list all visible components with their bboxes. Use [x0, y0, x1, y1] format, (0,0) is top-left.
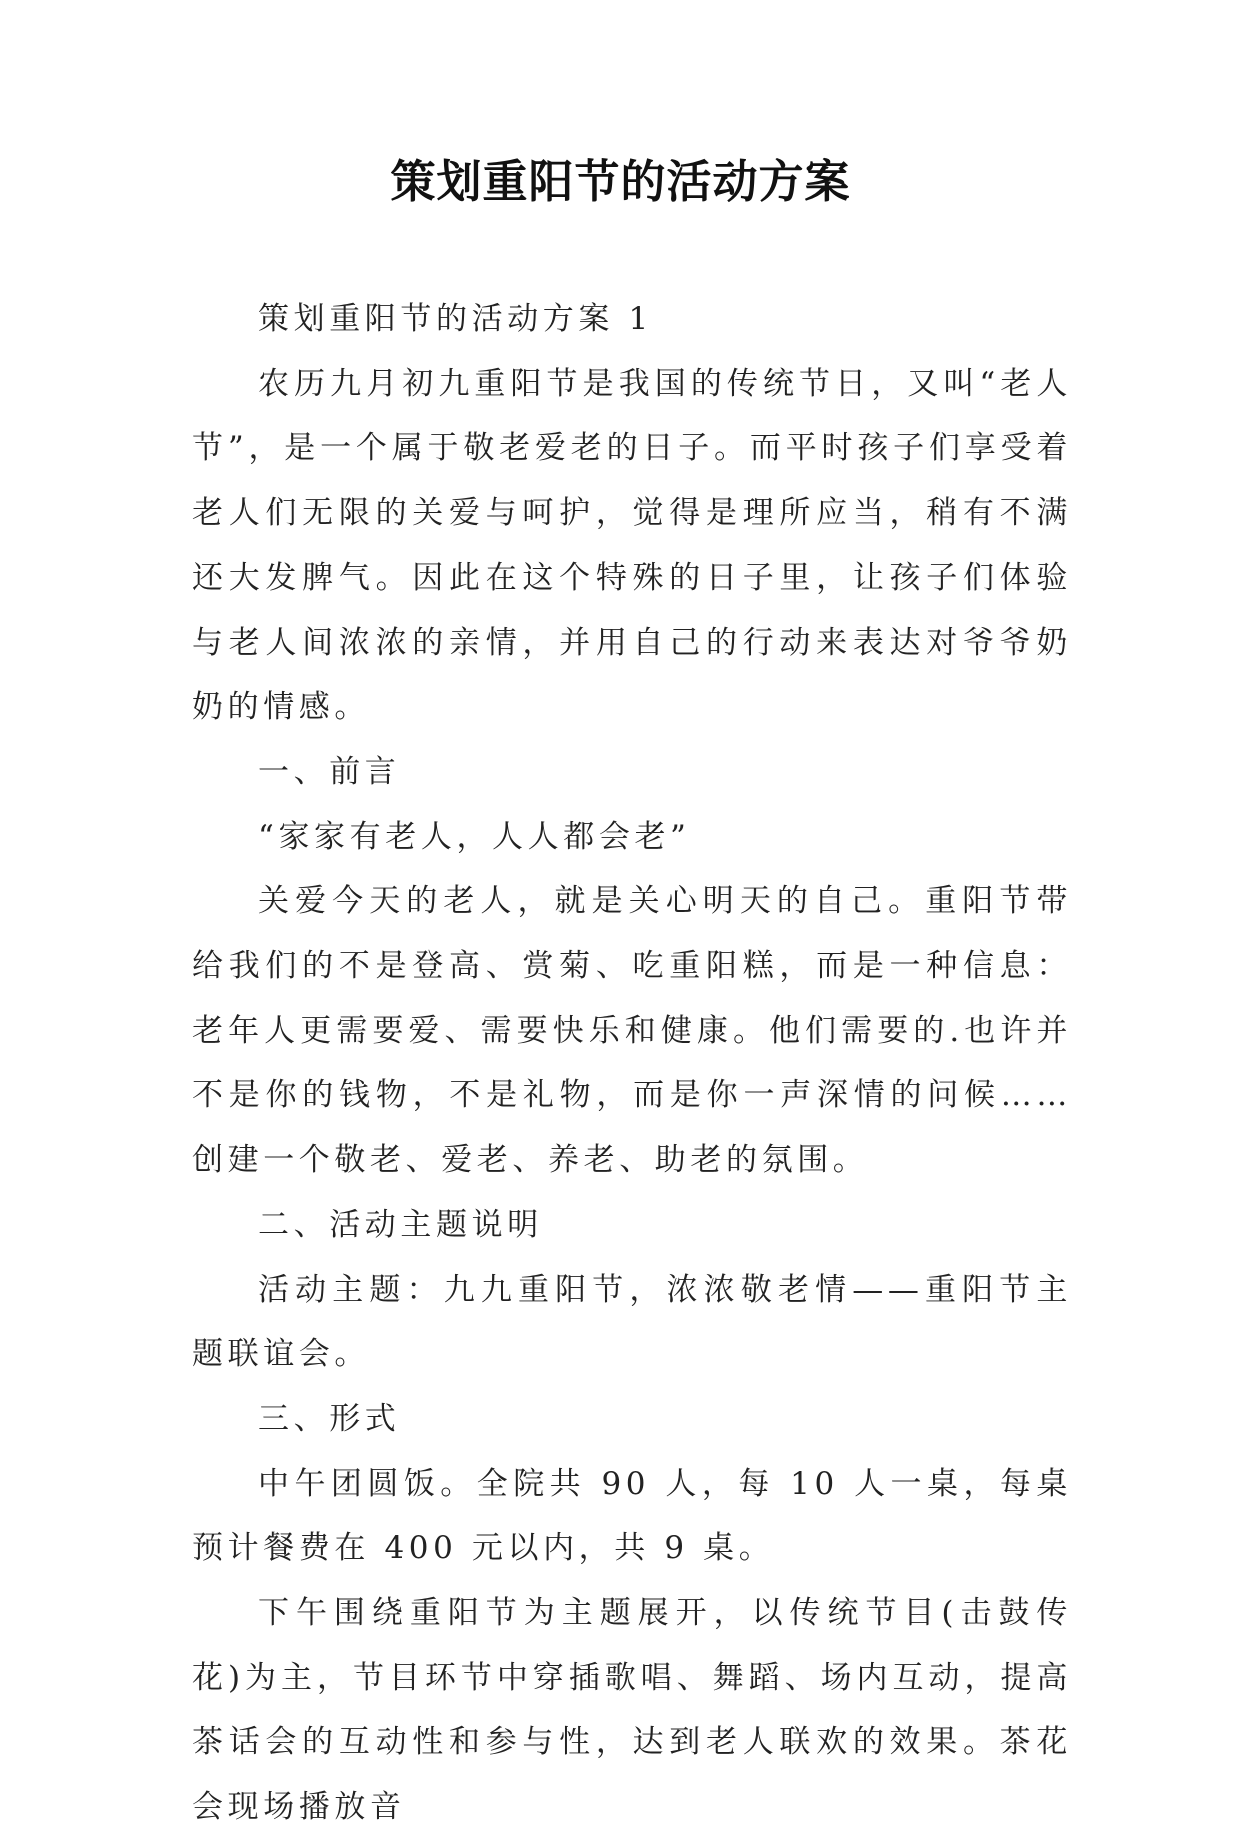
paragraph: 活动主题：九九重阳节，浓浓敬老情——重阳节主题联谊会。 [192, 1271, 1072, 1373]
paragraph: “家家有老人，人人都会老” [258, 818, 691, 855]
paragraph: 策划重阳节的活动方案 1 [258, 301, 653, 337]
section-heading: 三、形式 [258, 1400, 401, 1437]
paragraph: 农历九月初九重阳节是我国的传统节日，又叫“老人节”，是一个属于敬老爱老的日子。而平时孩子们享受着老人们无限的关爱与呵护，觉得是理所应当，稍有不满还大发脾气。因此在这个特殊的日子里，让孩子们体验与老人间浓浓的亲情，并用自己的行动来表达对爷爷奶奶的情感。 [192, 365, 1072, 726]
document-title: 策划重阳节的活动方案 [390, 155, 851, 208]
paragraph: 下午围绕重阳节为主题展开，以传统节目(击鼓传花)为主，节目环节中穿插歌唱、舞蹈、场内互动，提高茶话会的互动性和参与性，达到老人联欢的效果。茶花会现场播放音 [192, 1595, 1072, 1826]
section-heading: 二、活动主题说明 [258, 1206, 543, 1243]
document-body [192, 287, 1072, 1840]
section-heading: 一、前言 [258, 753, 401, 790]
paragraph: 关爱今天的老人，就是关心明天的自己。重阳节带给我们的不是登高、赏菊、吃重阳糕，而是一种信息：老年人更需要爱、需要快乐和健康。他们需要的.也许并不是你的钱物，不是礼物，而是你一声深情的问候……创建一个敬老、爱老、养老、助老的氛围。 [192, 883, 1072, 1179]
paragraph: 中午团圆饭。全院共 90 人，每 10 人一桌，每桌预计餐费在 400 元以内，共 9 桌。 [192, 1465, 1072, 1567]
